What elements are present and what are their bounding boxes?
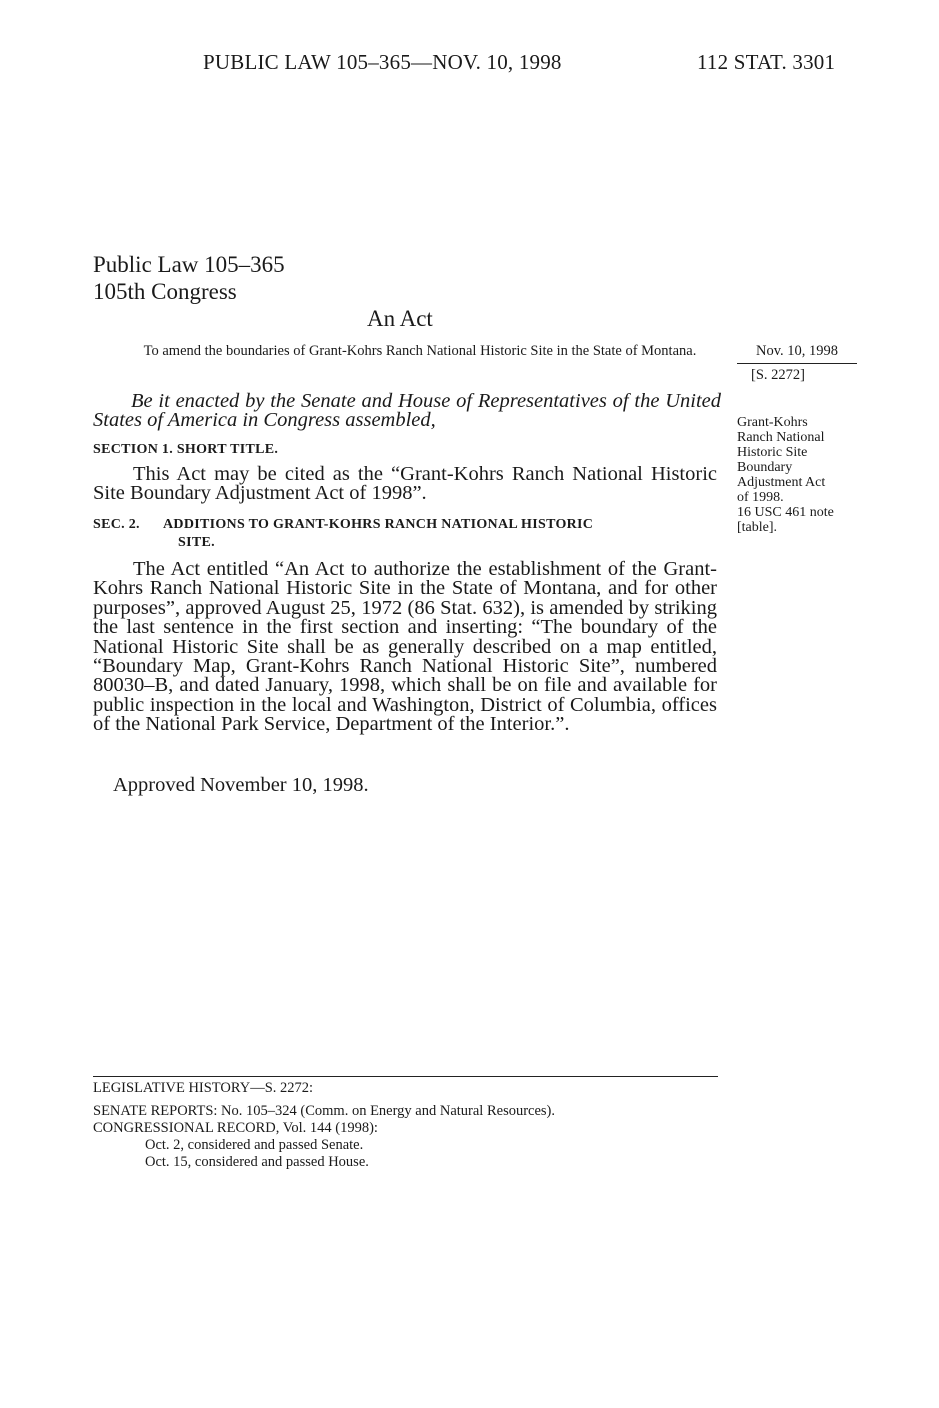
margin-date-note — [737, 343, 857, 384]
act-heading: An Act — [367, 306, 433, 331]
history-action: Oct. 2, considered and passed Senate. — [145, 1137, 364, 1153]
public-law-number: Public Law 105–365 — [93, 252, 285, 277]
margin-note-line: of 1998. — [737, 490, 784, 505]
congress-number: 105th Congress — [93, 279, 237, 304]
margin-note-line: Historic Site — [737, 445, 808, 460]
legislative-history — [93, 1080, 555, 1171]
margin-note-line: Ranch National — [737, 430, 825, 445]
running-head-left: PUBLIC LAW 105–365—NOV. 10, 1998 — [203, 50, 562, 74]
footnote-divider — [93, 1076, 718, 1077]
section-1-text: This Act may be cited as the “Grant-Kohrs Ranch National Historic Site Boundary Adjustment Act of 1998”. — [93, 463, 717, 504]
running-head-page-number: 112 STAT. 3301 — [697, 50, 836, 74]
section-2-heading-line1: ADDITIONS TO GRANT-KOHRS RANCH NATIONAL HISTORIC — [163, 517, 594, 532]
margin-note-usc: [table]. — [737, 520, 778, 535]
margin-note-line: Boundary — [737, 460, 793, 475]
margin-note-line: Grant-Kohrs — [737, 415, 808, 430]
history-action: Oct. 15, considered and passed House. — [145, 1154, 369, 1170]
margin-note-usc: 16 USC 461 note — [737, 505, 834, 520]
bill-number: [S. 2272] — [751, 367, 805, 383]
senate-reports: SENATE REPORTS: No. 105–324 (Comm. on Energy and Natural Resources). — [93, 1103, 556, 1119]
section-2-number: SEC. 2. — [93, 517, 140, 532]
congressional-record: CONGRESSIONAL RECORD, Vol. 144 (1998): — [93, 1120, 378, 1136]
enactment-date: Nov. 10, 1998 — [737, 343, 857, 364]
section-2-text: The Act entitled “An Act to authorize the establishment of the Grant-Kohrs Ranch National Historic Site in the State of Montana, and for other purposes”, approved August 25, 1972 (86 Stat. 632), is amended by striking the last sentence in the first section and inserting: “The boundary of the National Historic Site shall be as generally described on a map entitled, “Boundary Map, Grant-Kohrs Ranch National Historic Site”, numbered 80030–B, and dated January, 1998, which shall be on file and available for public inspection in the local and Washington, District of Columbia, offices of the National Park Service, Department of the Interior.”. — [93, 558, 717, 736]
approval-date: Approved November 10, 1998. — [113, 774, 369, 796]
law-title-block — [93, 251, 285, 305]
section-1-heading: SECTION 1. SHORT TITLE. — [93, 442, 279, 457]
section-2-heading-line2: SITE. — [178, 535, 215, 550]
act-purpose: To amend the boundaries of Grant-Kohrs Ranch National Historic Site in the State of Montana. — [143, 343, 697, 359]
section-2-heading — [93, 516, 718, 552]
margin-notes — [737, 415, 862, 535]
enacting-clause: Be it enacted by the Senate and House of Representatives of the United States of America in Congress assembled, — [93, 390, 721, 431]
margin-note-line: Adjustment Act — [737, 475, 826, 490]
legislative-history-title: LEGISLATIVE HISTORY—S. 2272: — [93, 1080, 314, 1096]
